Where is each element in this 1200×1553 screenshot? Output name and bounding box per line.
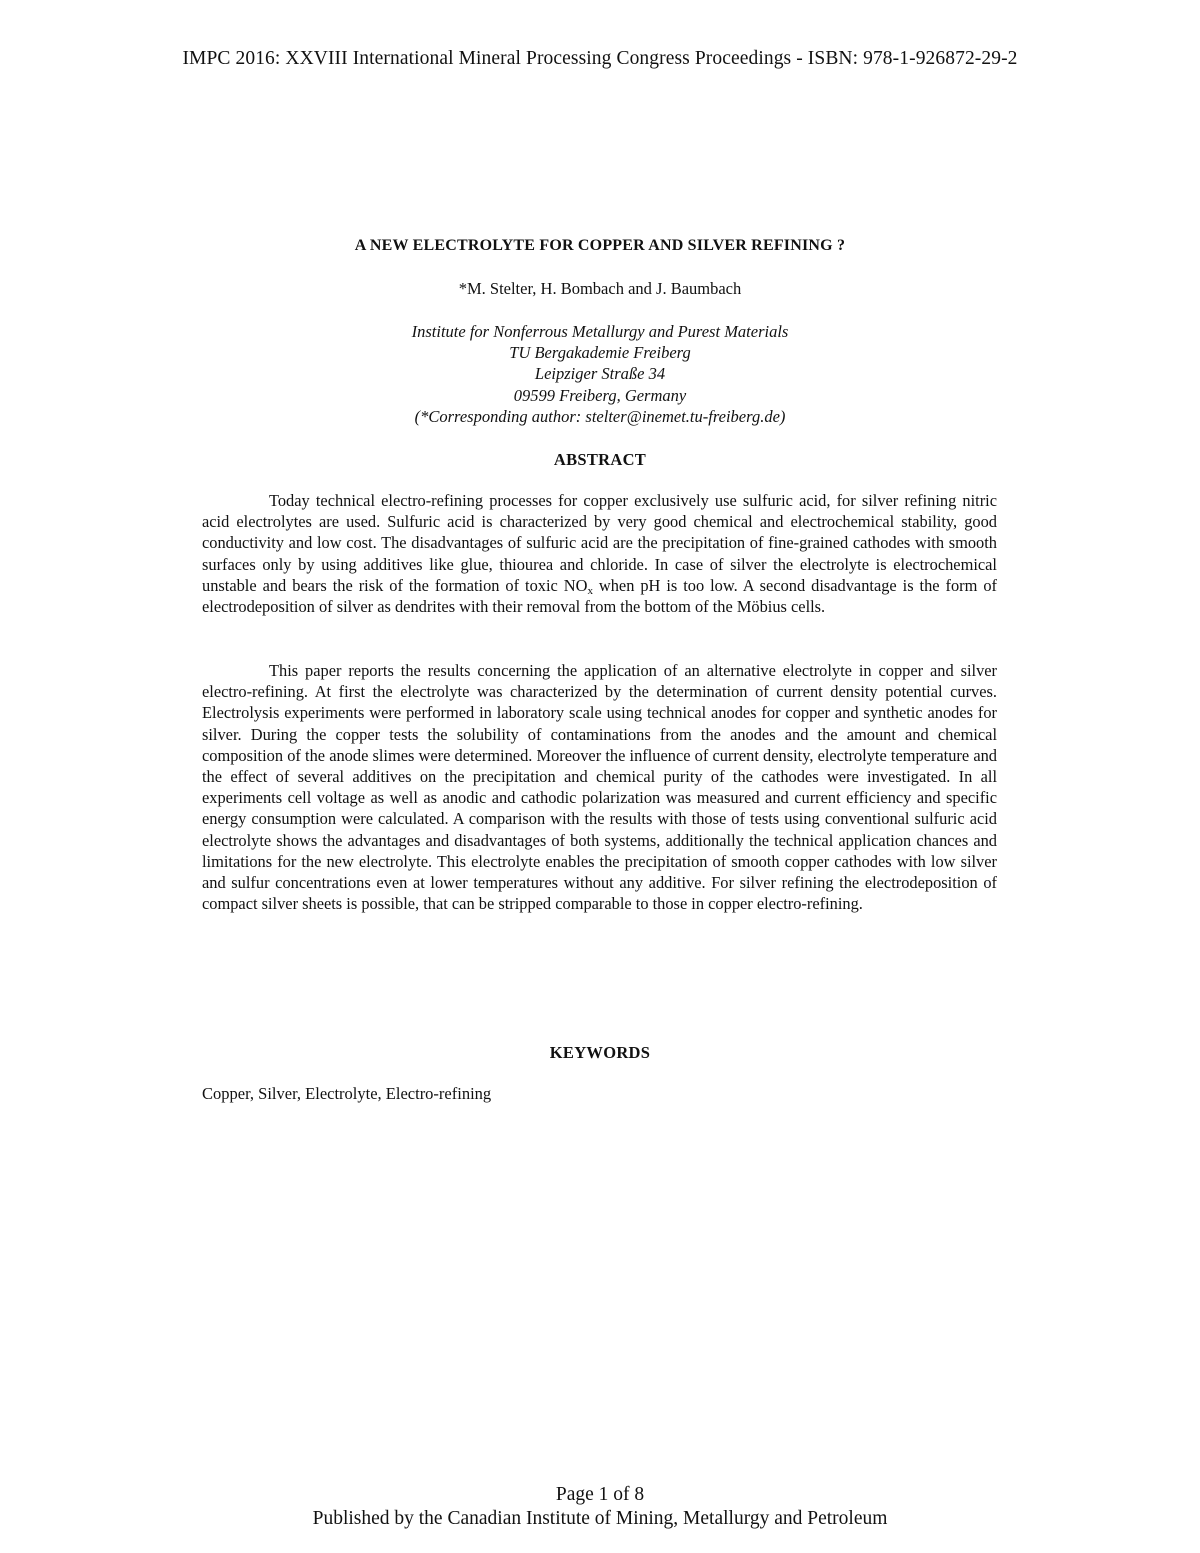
page-number: Page 1 of 8 — [555, 1484, 645, 1505]
abstract-p1-text-a: Today technical electro-refining processes for copper exclusively use sulfuric acid, for silver refining nitric acid electrolytes are used. Sulfuric acid is characterized by very good chemical and electrochemical stability, good conductivity and low cost. The disadvantages of sulfuric acid are the precipitation of fine-grained cathodes with smooth surfaces only by using additives like glue, thiourea and chloride. In case of silver the electrolyte is electrochemical unstable and bears the risk of the formation of toxic NO — [202, 491, 997, 595]
authors: *M. Stelter, H. Bombach and J. Baumbach — [458, 279, 742, 298]
abstract-p1-text-b: when pH is too low. A second disadvantage is the form of electrodeposition of silver as dendrites with their removal from the bottom of the Möbius cells. — [202, 575, 997, 617]
corresponding-author: (*Corresponding author: stelter@inemet.tu-freiberg.de) — [414, 406, 786, 426]
keywords-heading: KEYWORDS — [549, 1043, 651, 1062]
keywords-list: Copper, Silver, Electrolyte, Electro-refining — [202, 1084, 492, 1103]
affiliation-street: Leipziger Straße 34 — [534, 364, 666, 384]
publisher-line: Published by the Canadian Institute of Mining, Metallurgy and Petroleum — [312, 1508, 888, 1529]
paper-title: A NEW ELECTROLYTE FOR COPPER AND SILVER REFINING ? — [354, 237, 846, 254]
running-header: IMPC 2016: XXVIII International Mineral Processing Congress Proceedings - ISBN: 978-1-926872-29-2 — [182, 48, 1018, 69]
affiliation-institute: Institute for Nonferrous Metallurgy and Purest Materials — [411, 322, 789, 341]
affiliation-university: TU Bergakademie Freiberg — [509, 343, 691, 363]
affiliation-city: 09599 Freiberg, Germany — [513, 385, 687, 405]
abstract-paragraph-2: This paper reports the results concerning the application of an alternative electrolyte in copper and silver electro-refining. At first the electrolyte was characterized by the determination of current density potential curves. Electrolysis experiments were performed in laboratory scale using technical anodes for copper and synthetic anodes for silver. During the copper tests the solubility of contaminations from the anodes and the amount and chemical composition of the anode slimes were determined. Moreover the influence of current density, electrolyte temperature and the effect of several additives on the precipitation and chemical purity of the cathodes were investigated. In all experiments cell voltage as well as anodic and cathodic polarization was measured and current efficiency and specific energy consumption were calculated. A comparison with the results with those of tests using conventional sulfuric acid electrolyte shows the advantages and disadvantages of both systems, additionally the technical application chances and limitations for the new electrolyte. This electrolyte enables the precipitation of smooth copper cathodes with low silver and sulfur concentrations even at lower temperatures without any additive. For silver refining the electrodeposition of compact silver sheets is possible, that can be stripped comparable to those in copper electro-refining. — [202, 661, 997, 914]
abstract-paragraph-1 — [202, 490, 997, 617]
affiliation-block — [0, 321, 1200, 427]
nox-subscript: x — [587, 584, 593, 597]
abstract-heading: ABSTRACT — [553, 450, 647, 469]
